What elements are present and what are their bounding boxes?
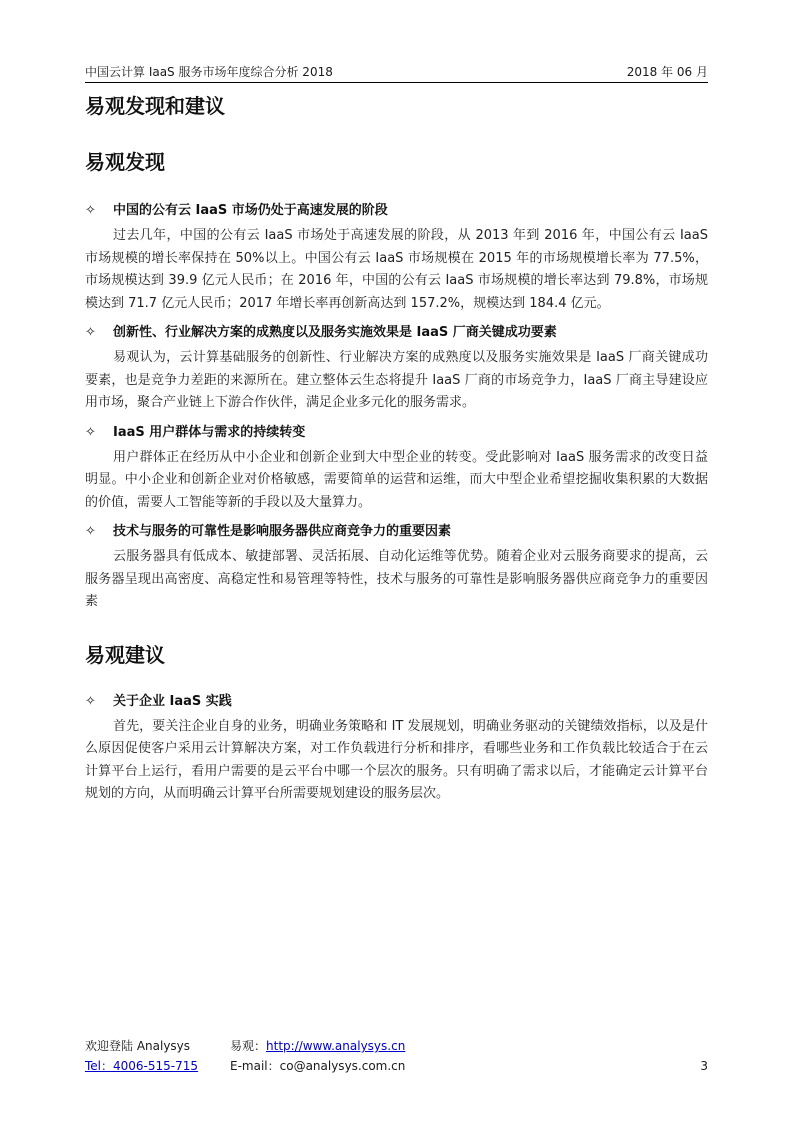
finding-text: 过去几年，中国的公有云 IaaS 市场处于高速发展的阶段，从 2013 年到 2016 年，中国公有云 IaaS 市场规模的增长率保持在 50%以上。中国公有云 IaaS 市场规模在 2015 年的市场规模增长率为 77.5%，市场规模达到 39.9 亿元人民币；在 2016 年，中国的公有云 IaaS 市场规模的增长率达到 79.8%，市场规模达到 71.7 亿元人民币；2017 年增长率再创新高达到 157.2%，规模达到 184.4 亿元。 — [85, 228, 708, 311]
finding-bullet-4 — [85, 522, 708, 542]
diamond-bullet-icon: ✧ — [85, 325, 96, 340]
finding-text: 易观认为，云计算基础服务的创新性、行业解决方案的成熟度以及服务实施效果是 IaaS 厂商关键成功要素，也是竞争力差距的来源所在。建立整体云生态将提升 IaaS 厂商的市场竞争力，IaaS 厂商主导建设应用市场，聚合产业链上下游合作伙伴，满足企业多元化的服务需求。 — [85, 350, 708, 410]
footer-site-label: 易观： — [230, 1039, 267, 1053]
main-content — [85, 85, 708, 806]
footer-contact — [85, 1036, 198, 1076]
finding-bullet-3 — [85, 423, 708, 443]
diamond-bullet-icon: ✧ — [85, 524, 96, 539]
header-title: 中国云计算 IaaS 服务市场年度综合分析 2018 — [85, 65, 333, 79]
suggestions-heading: 易观建议 — [85, 642, 165, 667]
footer-welcome: 欢迎登陆 Analysys — [85, 1039, 191, 1053]
header-date: 2018 年 06 月 — [626, 65, 708, 79]
findings-heading: 易观发现 — [85, 150, 165, 174]
finding-title: 创新性、行业解决方案的成熟度以及服务实施效果是 IaaS 厂商关键成功要素 — [113, 325, 557, 340]
page-title: 易观发现和建议 — [85, 94, 225, 118]
finding-text: 用户群体正在经历从中小企业和创新企业到大中型企业的转变。受此影响对 IaaS 服务需求的改变日益明显。中小企业和创新企业对价格敏感，需要简单的运营和运维，而大中型企业希望挖掘收集积累的大数据的价值，需要人工智能等新的手段以及大量算力。 — [85, 449, 708, 510]
finding-title: 技术与服务的可靠性是影响服务器供应商竞争力的重要因素 — [113, 524, 452, 539]
finding-bullet-2 — [85, 323, 708, 343]
diamond-bullet-icon: ✧ — [85, 424, 96, 440]
footer-web — [230, 1036, 405, 1076]
diamond-bullet-icon: ✧ — [85, 693, 96, 709]
page-footer — [85, 1036, 708, 1076]
footer-tel-link[interactable]: Tel：4006-515-715 — [85, 1059, 199, 1073]
finding-title: 中国的公有云 IaaS 市场仍处于高速发展的阶段 — [113, 203, 388, 218]
footer-email: E-mail：co@analysys.com.cn — [230, 1059, 406, 1073]
page-header — [85, 62, 708, 83]
finding-bullet-1 — [85, 201, 708, 221]
page-number: 3 — [700, 1059, 708, 1073]
finding-text: 云服务器具有低成本、敏捷部署、灵活拓展、自动化运维等优势。随着企业对云服务商要求的提高，云服务器呈现出高密度、高稳定性和易管理等特性，技术与服务的可靠性是影响服务器供应商竞争力的重要因素 — [85, 549, 708, 609]
finding-title: IaaS 用户群体与需求的持续转变 — [113, 424, 306, 440]
suggestion-text: 首先，要关注企业自身的业务，明确业务策略和 IT 发展规划，明确业务驱动的关键绩效指标，以及是什么原因促使客户采用云计算解决方案，对工作负载进行分析和排序，看哪些业务和工作负载比较适合于在云计算平台上运行，看用户需要的是云平台中哪一个层次的服务。只有明确了需求以后，才能确定云计算平台规划的方向，从而明确云计算平台所需要规划建设的服务层次。 — [85, 718, 708, 801]
footer-site — [230, 1036, 405, 1056]
diamond-bullet-icon: ✧ — [85, 203, 96, 218]
footer-site-link[interactable]: http://www.analysys.cn — [266, 1039, 406, 1053]
suggestion-title: 关于企业 IaaS 实践 — [113, 693, 232, 709]
suggestion-bullet-1 — [85, 692, 708, 712]
